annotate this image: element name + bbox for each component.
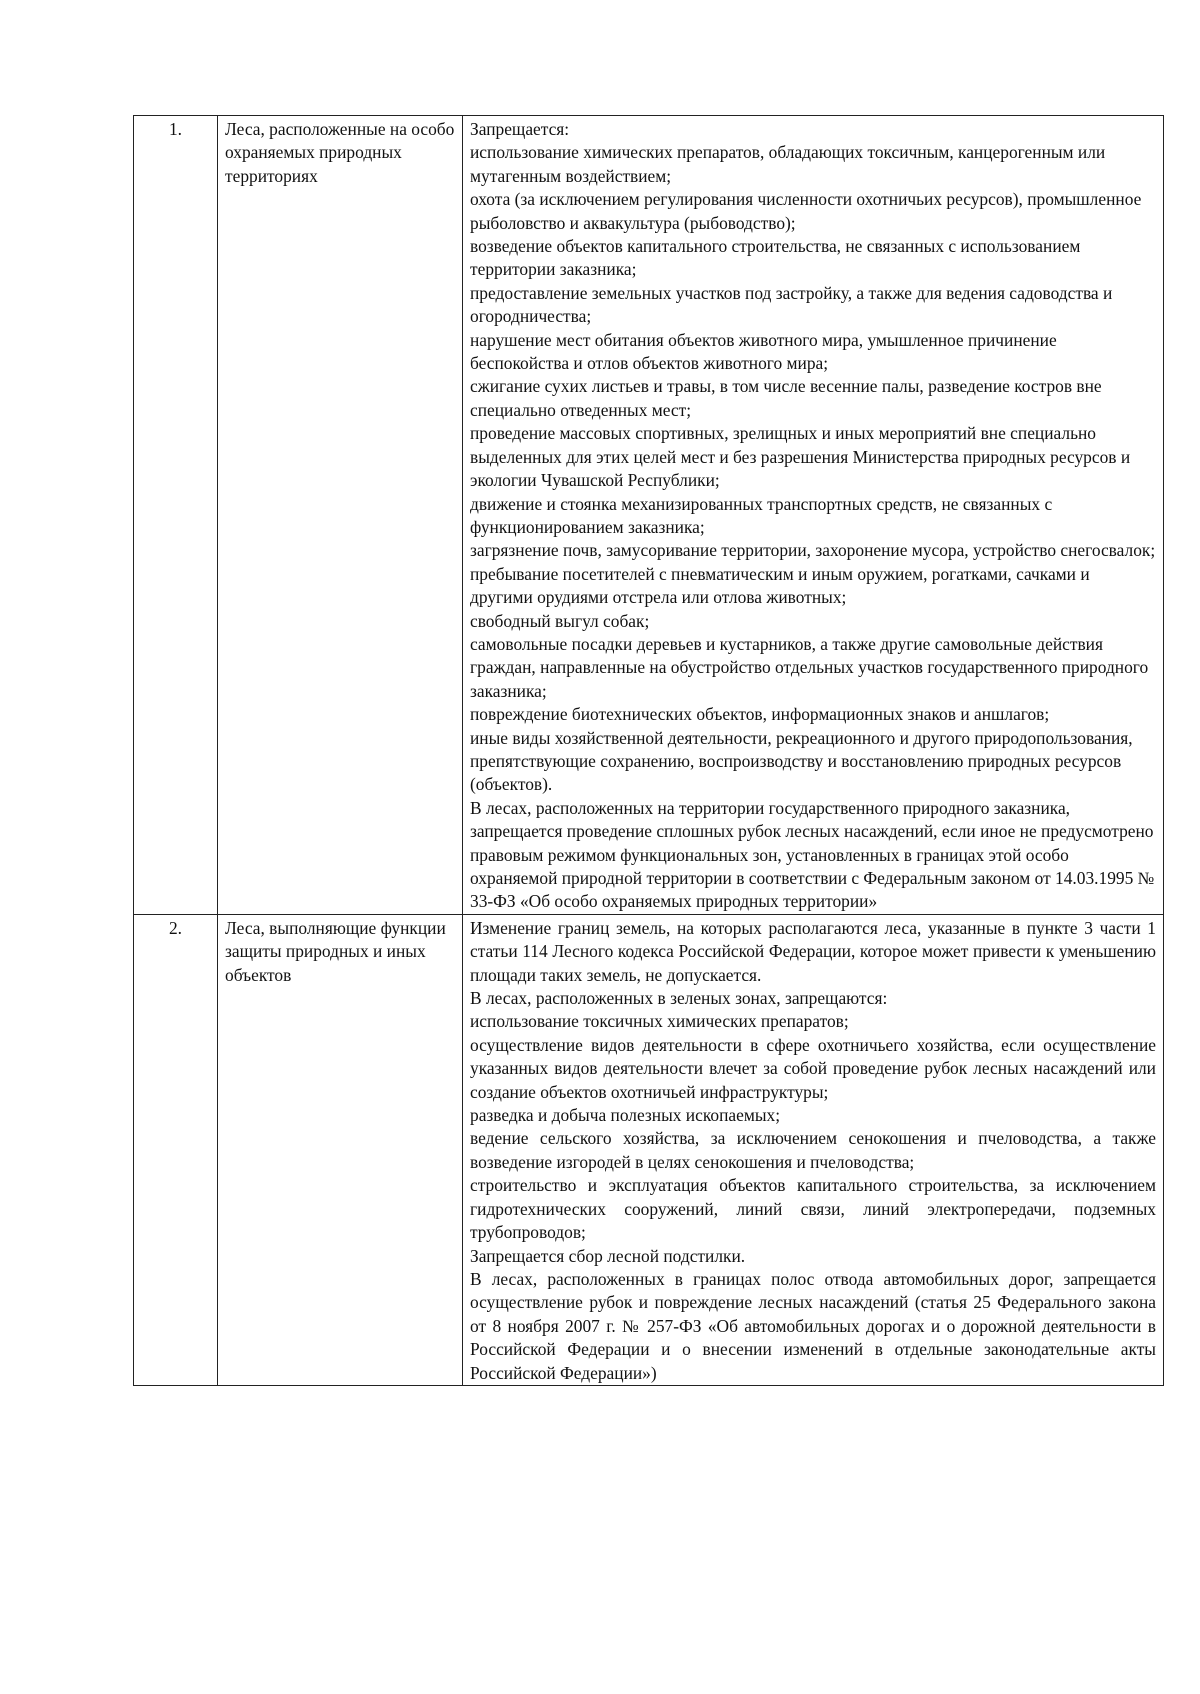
row-number: 2. — [134, 914, 218, 1385]
restriction-item: В лесах, расположенных в границах полос отвода автомобильных дорог, запрещается осуществление рубок и повреждение лесных насаждений (статья 25 Федерального закона от 8 ноября 2007 г. № 257-ФЗ «Об автомобильных дорогах и о дорожной деятельности в Российской Федерации и о внесении изменений в отдельные законодательные акты Российской Федерации») — [470, 1268, 1156, 1383]
restriction-item: Запрещается: — [470, 119, 570, 139]
restriction-item: использование токсичных химических препаратов; — [470, 1011, 849, 1032]
restriction-item: пребывание посетителей с пневматическим и иным оружием, рогатками, сачками и другими орудиями отстрела или отлова животных; — [470, 563, 1090, 608]
restriction-item: свободный выгул собак; — [470, 610, 650, 631]
restriction-item: проведение массовых спортивных, зрелищных и иных мероприятий вне специально выделенных для этих целей мест и без разрешения Министерства природных ресурсов и экологии Чувашской Республики; — [470, 423, 1131, 491]
restriction-item: повреждение биотехнических объектов, информационных знаков и аншлагов; — [470, 704, 1050, 725]
restriction-item: нарушение мест обитания объектов животного мира, умышленное причинение беспокойства и отлов объектов животного мира; — [470, 329, 1057, 374]
restriction-item: В лесах, расположенных в зеленых зонах, запрещаются: — [470, 988, 888, 1009]
forest-category: Леса, выполняющие функции защиты природных и иных объектов — [218, 914, 463, 1385]
restriction-item: сжигание сухих листьев и травы, в том числе весенние палы, разведение костров вне специально отведенных мест; — [470, 376, 1102, 420]
restriction-item: ведение сельского хозяйства, за исключением сенокошения и пчеловодства, а также возведение изгородей в целях сенокошения и пчеловодства; — [470, 1128, 1156, 1172]
restriction-item: загрязнение почв, замусоривание территории, захоронение мусора, устройство снегосвалок; — [470, 540, 1156, 561]
restriction-item: иные виды хозяйственной деятельности, рекреационного и другого природопользования, препятствующие сохранению, воспроизводству и восстановлению природных ресурсов (объектов). — [470, 727, 1133, 795]
restriction-item: Запрещается сбор лесной подстилки. — [470, 1245, 746, 1266]
restriction-item: разведка и добыча полезных ископаемых; — [470, 1105, 781, 1126]
restriction-item: использование химических препаратов, обладающих токсичным, канцерогенным или мутагенным воздействием; — [470, 142, 1106, 186]
restrictions-cell — [463, 116, 1164, 915]
restriction-item: строительство и эксплуатация объектов капитального строительства, за исключением гидротехнических сооружений, линий связи, линий электропередачи, подземных трубопроводов; — [470, 1175, 1156, 1243]
table-body — [134, 116, 1164, 1386]
restriction-item: В лесах, расположенных на территории государственного природного заказника, запрещается проведение сплошных рубок лесных насаждений, если иное не предусмотрено правовым режимом функциональных зон, установленных в границах этой особо охраняемой природной территории в соответствии с Федеральным законом от 14.03.1995 № 33-ФЗ «Об особо охраняемых природных территории» — [470, 797, 1155, 912]
restriction-item: движение и стоянка механизированных транспортных средств, не связанных с функционированием заказника; — [470, 493, 1053, 537]
restrictions-cell — [463, 914, 1164, 1385]
restriction-item: возведение объектов капитального строительства, не связанных с использованием территории заказника; — [470, 236, 1081, 280]
restriction-item: самовольные посадки деревьев и кустарников, а также другие самовольные действия граждан, направленные на обустройство отдельных участков государственного природного заказника; — [470, 633, 1149, 701]
row-number: 1. — [134, 116, 218, 915]
restriction-item: предоставление земельных участков под застройку, а также для ведения садоводства и огородничества; — [470, 282, 1113, 327]
table-row — [134, 914, 1164, 1385]
restriction-item: охота (за исключением регулирования численности охотничьих ресурсов), промышленное рыболовство и аквакультура (рыбоводство); — [470, 189, 1142, 233]
restriction-item: осуществление видов деятельности в сфере охотничьего хозяйства, если осуществление указанных видов деятельности влечет за собой проведение рубок лесных насаждений или создание объектов охотничьей инфраструктуры; — [470, 1034, 1156, 1102]
forest-category: Леса, расположенные на особо охраняемых природных территориях — [218, 116, 463, 915]
table-row — [134, 116, 1164, 915]
restriction-item: Изменение границ земель, на которых располагаются леса, указанные в пункте 3 части 1 статьи 114 Лесного кодекса Российской Федерации, которое может привести к уменьшению площади таких земель, не допускается. — [470, 917, 1156, 985]
forest-restrictions-table — [133, 115, 1164, 1386]
